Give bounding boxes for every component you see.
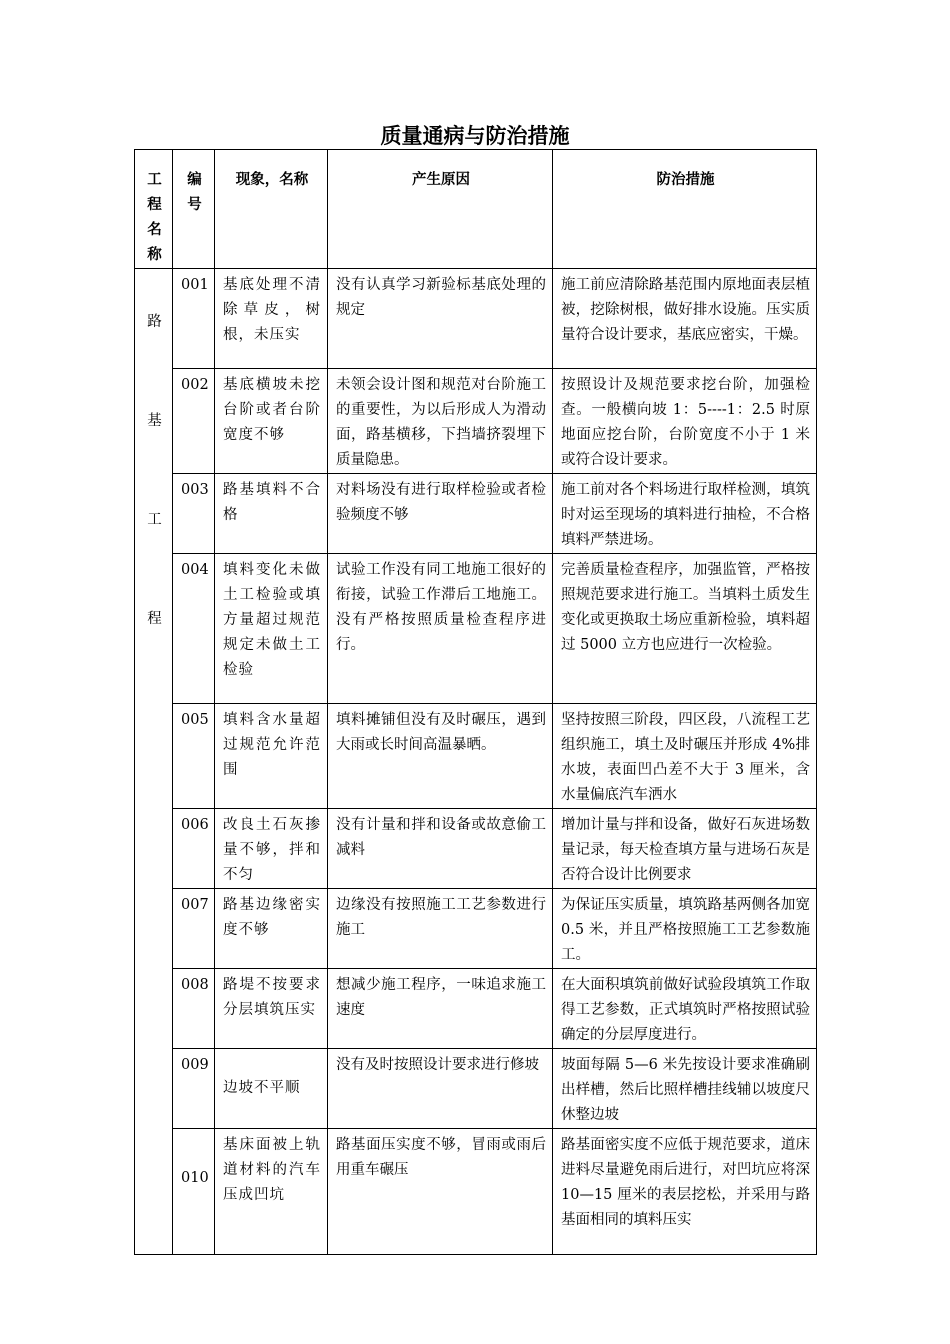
quality-defects-table: [134, 149, 817, 1255]
category-cell: 路 基 工 程: [135, 269, 173, 1255]
row-cause: 填料摊铺但没有及时碾压，遇到大雨或长时间高温暴晒。: [328, 704, 553, 809]
header-number: 编 号: [173, 150, 215, 269]
row-measure: 增加计量与拌和设备，做好石灰进场数量记录，每天检查填方量与进场石灰是否符合设计比例要求: [553, 809, 817, 889]
row-symptom: 边坡不平顺: [215, 1049, 328, 1129]
row-symptom: 路堤不按要求分层填筑压实: [215, 969, 328, 1049]
row-symptom: 路基填料不合格: [215, 474, 328, 554]
table-row: [135, 1129, 817, 1255]
row-cause: 对料场没有进行取样检验或者检验频度不够: [328, 474, 553, 554]
row-measure: 为保证压实质量，填筑路基两侧各加宽 0.5 米，并且严格按照施工工艺参数施工。: [553, 889, 817, 969]
row-measure: 路基面密实度不应低于规范要求，道床进料尽量避免雨后进行，对凹坑应将深 10—15 厘米的表层挖松，并采用与路基面相同的填料压实: [553, 1129, 817, 1255]
row-symptom: 路基边缘密实度不够: [215, 889, 328, 969]
table-row: [135, 889, 817, 969]
table-row: [135, 269, 817, 369]
row-cause: 边缘没有按照施工工艺参数进行施工: [328, 889, 553, 969]
row-symptom: 填料含水量超过规范允许范围: [215, 704, 328, 809]
table-row: [135, 704, 817, 809]
header-measure: 防治措施: [553, 150, 817, 269]
row-measure: 按照设计及规范要求挖台阶，加强检查。一般横向坡 1：5----1：2.5 时原地面应挖台阶，台阶宽度不小于 1 米或符合设计要求。: [553, 369, 817, 474]
row-number: 004: [173, 554, 215, 704]
row-number: 002: [173, 369, 215, 474]
row-measure: 坚持按照三阶段，四区段，八流程工艺组织施工，填土及时碾压并形成 4%排水坡，表面凹凸差不大于 3 厘米，含水量偏底汽车洒水: [553, 704, 817, 809]
row-measure: 施工前对各个料场进行取样检测，填筑时对运至现场的填料进行抽检，不合格填料严禁进场。: [553, 474, 817, 554]
table-row: [135, 809, 817, 889]
table-row: [135, 554, 817, 704]
row-measure: 完善质量检查程序，加强监管，严格按照规范要求进行施工。当填料土质发生变化或更换取土场应重新检验，填料超过 5000 立方也应进行一次检验。: [553, 554, 817, 704]
header-cause: 产生原因: [328, 150, 553, 269]
table-row: [135, 474, 817, 554]
row-cause: 想减少施工程序，一味追求施工速度: [328, 969, 553, 1049]
row-number: 010: [173, 1129, 215, 1255]
row-symptom: 基底横坡未挖台阶或者台阶宽度不够: [215, 369, 328, 474]
row-number: 008: [173, 969, 215, 1049]
page-title: 质量通病与防治措施: [380, 124, 570, 148]
row-measure: 坡面每隔 5—6 米先按设计要求准确刷出样槽，然后比照样槽挂线辅以坡度尺休整边坡: [553, 1049, 817, 1129]
row-cause: 没有计量和拌和设备或故意偷工减料: [328, 809, 553, 889]
row-cause: 试验工作没有同工地施工很好的衔接，试验工作滞后工地施工。没有严格按照质量检查程序进行。: [328, 554, 553, 704]
table-row: [135, 969, 817, 1049]
row-cause: 未领会设计图和规范对台阶施工的重要性，为以后形成人为滑动面，路基横移，下挡墙挤裂埋下质量隐患。: [328, 369, 553, 474]
row-number: 009: [173, 1049, 215, 1129]
table-row: [135, 369, 817, 474]
row-number: 001: [173, 269, 215, 369]
row-number: 005: [173, 704, 215, 809]
row-symptom: 基床面被上轨道材料的汽车压成凹坑: [215, 1129, 328, 1255]
table-header-row: [135, 150, 817, 269]
header-category: 工 程 名 称: [135, 150, 173, 269]
row-measure: 在大面积填筑前做好试验段填筑工作取得工艺参数，正式填筑时严格按照试验确定的分层厚度进行。: [553, 969, 817, 1049]
row-symptom: 改良土石灰掺量不够，拌和不匀: [215, 809, 328, 889]
row-cause: 没有及时按照设计要求进行修坡: [328, 1049, 553, 1129]
row-symptom: 填料变化未做土工检验或填方量超过规范规定未做土工检验: [215, 554, 328, 704]
row-number: 003: [173, 474, 215, 554]
row-number: 007: [173, 889, 215, 969]
header-symptom: 现象，名称: [215, 150, 328, 269]
table-row: [135, 1049, 817, 1129]
row-measure: 施工前应清除路基范围内原地面表层植被，挖除树根，做好排水设施。压实质量符合设计要求，基底应密实，干燥。: [553, 269, 817, 369]
row-cause: 没有认真学习新验标基底处理的规定: [328, 269, 553, 369]
row-symptom: 基底处理不清除草皮，树根，未压实: [215, 269, 328, 369]
row-cause: 路基面压实度不够，冒雨或雨后用重车碾压: [328, 1129, 553, 1255]
row-number: 006: [173, 809, 215, 889]
